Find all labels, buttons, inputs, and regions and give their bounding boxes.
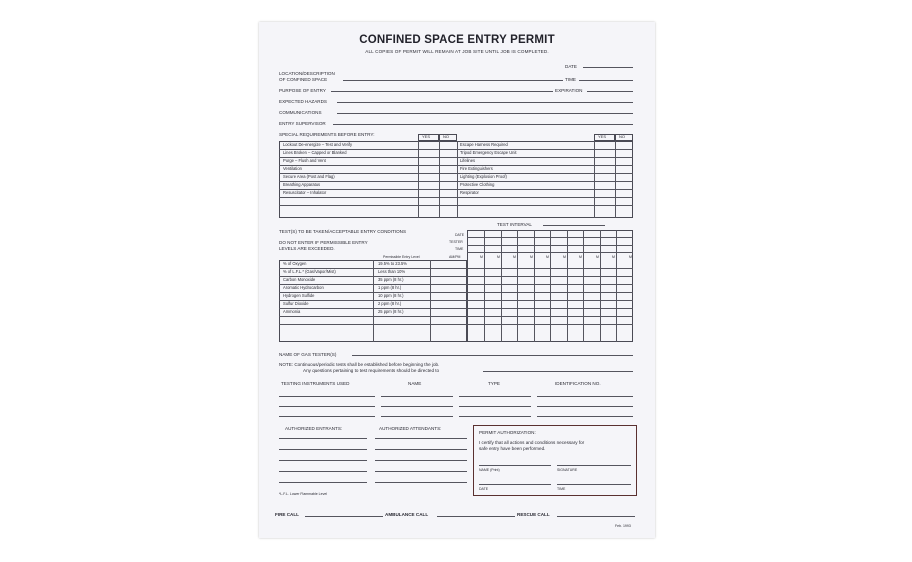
- permit-sheet: [259, 22, 655, 538]
- req-right-3: Lifelines: [460, 158, 476, 163]
- hazards-label: EXPECTED HAZARDS: [279, 99, 327, 104]
- instrument-line[interactable]: [381, 416, 453, 417]
- instrument-line[interactable]: [381, 396, 453, 397]
- entrant-line[interactable]: [279, 449, 367, 450]
- row-tester-label: TESTER: [449, 240, 463, 244]
- location-label-2: OF CONFINED SPACE: [279, 77, 328, 82]
- entrant-line[interactable]: [279, 471, 367, 472]
- attendants-label: AUTHORIZED ATTENDANTS:: [379, 426, 442, 431]
- communications-label: COMMUNICATIONS: [279, 110, 322, 115]
- directed-to-field[interactable]: [483, 371, 633, 372]
- instrument-line[interactable]: [279, 416, 375, 417]
- instrument-line[interactable]: [459, 416, 531, 417]
- entrants-label: AUTHORIZED ENTRANTS:: [285, 426, 343, 431]
- attendant-line[interactable]: [375, 438, 467, 439]
- m-marker: M: [546, 255, 549, 259]
- test-row-name: % of L.F.L.* (Gas/Vapor/Mist): [283, 269, 336, 274]
- test-interval-field[interactable]: [543, 225, 605, 226]
- m-marker: M: [612, 255, 615, 259]
- attendant-line[interactable]: [375, 471, 467, 472]
- permit-auth-heading: PERMIT AUTHORIZATION:: [479, 430, 536, 435]
- permit-time-field[interactable]: [557, 484, 631, 485]
- instruments-col1: TESTING INSTRUMENTS USED: [281, 381, 350, 386]
- permit-date-field[interactable]: [479, 484, 551, 485]
- time-label: TIME: [565, 77, 576, 82]
- test-row-level: 2 ppm (8 hr.): [378, 301, 402, 306]
- date-label: DATE: [565, 64, 577, 69]
- page-subtitle: ALL COPIES OF PERMIT WILL REMAIN AT JOB SITE UNTIL JOB IS COMPLETED.: [365, 49, 549, 54]
- row-time-label: TIME: [455, 247, 464, 251]
- note-line-1: NOTE: Continuous/periodic tests shall be established before beginning the job.: [279, 362, 440, 367]
- req-left-7: Resuscitator – Inhalator: [283, 190, 327, 195]
- test-row-level: 10 ppm (8 hr.): [378, 293, 404, 298]
- form-code: Feb. 1993: [615, 524, 631, 528]
- entrant-line[interactable]: [279, 482, 367, 483]
- requirements-heading: SPECIAL REQUIREMENTS BEFORE ENTRY:: [279, 132, 375, 137]
- date-field[interactable]: [583, 67, 633, 68]
- fire-call-label: FIRE CALL: [275, 512, 299, 517]
- req-right-4: Fire Extinguishers: [460, 166, 493, 171]
- req-left-4: Ventilation: [283, 166, 302, 171]
- rescue-call-field[interactable]: [557, 516, 635, 517]
- ambulance-call-label: AMBULANCE CALL: [385, 512, 429, 517]
- location-label-1: LOCATION/DESCRIPTION: [279, 71, 335, 76]
- instrument-line[interactable]: [459, 406, 531, 407]
- test-interval-label: TEST INTERVAL: [497, 222, 532, 227]
- footnote: *L.F.L. Lower Flammable Level: [279, 492, 328, 496]
- instrument-line[interactable]: [381, 406, 453, 407]
- req-right-5: Lighting (Explosion Proof): [460, 174, 507, 179]
- instruments-col2: NAME: [408, 381, 422, 386]
- instrument-line[interactable]: [459, 396, 531, 397]
- m-marker: M: [530, 255, 533, 259]
- attendant-line[interactable]: [375, 482, 467, 483]
- instrument-line[interactable]: [537, 416, 633, 417]
- m-marker: M: [563, 255, 566, 259]
- gas-tester-label: NAME OF GAS TESTER(S): [279, 352, 337, 357]
- instrument-line[interactable]: [537, 406, 633, 407]
- permit-auth-text-2: safe entry have been performed.: [479, 446, 546, 451]
- signature-label: SIGNATURE: [557, 468, 578, 472]
- tests-warning-1: DO NOT ENTER IF PERMISSIBLE ENTRY: [279, 240, 368, 245]
- m-marker: M: [579, 255, 582, 259]
- req-left-1: Lockout De-energize – Test and Verify: [283, 142, 353, 147]
- test-row-level: Less than 10%: [378, 269, 406, 274]
- purpose-field[interactable]: [331, 91, 553, 92]
- req-right-2: Tripod Emergency Escape Unit: [460, 150, 517, 155]
- entrant-line[interactable]: [279, 460, 367, 461]
- test-row-name: Ammonia: [283, 309, 301, 314]
- entrant-line[interactable]: [279, 438, 367, 439]
- req-left-3: Purge – Flush and Vent: [283, 158, 326, 163]
- m-marker: M: [497, 255, 500, 259]
- yes-label-right: YES: [598, 134, 607, 139]
- attendant-line[interactable]: [375, 449, 467, 450]
- signature-field[interactable]: [557, 465, 631, 466]
- hazards-field[interactable]: [337, 102, 633, 103]
- location-field[interactable]: [343, 80, 563, 81]
- supervisor-field[interactable]: [333, 124, 633, 125]
- note-line-2: Any questions pertaining to test requirements should be directed to: [303, 368, 440, 373]
- test-row-name: Hydrogen Sulfide: [283, 293, 315, 298]
- instrument-line[interactable]: [279, 406, 375, 407]
- req-right-6: Protective Clothing: [460, 182, 495, 187]
- supervisor-label: ENTRY SUPERVISOR: [279, 121, 326, 126]
- no-label-left: NO: [443, 134, 449, 139]
- communications-field[interactable]: [337, 113, 633, 114]
- level-header: Permissible Entry Level: [383, 255, 420, 259]
- expiration-label: EXPIRATION: [555, 88, 583, 93]
- req-left-6: Breathing Apparatus: [283, 182, 321, 187]
- row-date-label: DATE: [455, 233, 465, 237]
- test-row-level: 1 ppm (8 hr.): [378, 285, 402, 290]
- req-right-7: Respirator: [460, 190, 479, 195]
- test-row-level: 25 ppm (8 hr.): [378, 309, 404, 314]
- tests-heading: TEST(S) TO BE TAKEN/ACCEPTABLE ENTRY CONDITIONS: [279, 229, 407, 234]
- test-row-name: Carbon Monoxide: [283, 277, 316, 282]
- instruments-col4: IDENTIFICATION NO.: [555, 381, 601, 386]
- page-title: CONFINED SPACE ENTRY PERMIT: [359, 34, 555, 46]
- test-row-name: Sulfur Dioxide: [283, 301, 309, 306]
- instrument-line[interactable]: [537, 396, 633, 397]
- row-ampm-label: AM/PM: [449, 255, 461, 259]
- m-marker: M: [480, 255, 483, 259]
- permit-auth-text-1: I certify that all actions and conditions necessary for: [479, 440, 585, 445]
- attendant-line[interactable]: [375, 460, 467, 461]
- permit-authorization-box: [473, 425, 637, 496]
- rescue-call-label: RESCUE CALL: [517, 512, 550, 517]
- req-left-5: Secure Area (Post and Flag): [283, 174, 335, 179]
- tests-warning-2: LEVELS ARE EXCEEDED.: [279, 246, 335, 251]
- test-row-name: Aromatic Hydrocarbon: [283, 285, 324, 290]
- test-row-name: % of Oxygen: [283, 261, 307, 266]
- yes-label-left: YES: [422, 134, 431, 139]
- instrument-line[interactable]: [279, 396, 375, 397]
- instruments-col3: TYPE: [488, 381, 500, 386]
- m-marker: M: [596, 255, 599, 259]
- test-row-level: 19.5% to 23.5%: [378, 261, 407, 266]
- time-field[interactable]: [579, 80, 633, 81]
- m-marker: M: [513, 255, 516, 259]
- req-right-1: Escape Harness Required: [460, 142, 508, 147]
- fire-call-field[interactable]: [305, 516, 383, 517]
- name-print-field[interactable]: [479, 465, 551, 466]
- test-row-level: 35 ppm (8 hr.): [378, 277, 404, 282]
- purpose-label: PURPOSE OF ENTRY: [279, 88, 326, 93]
- no-label-right: NO: [619, 134, 625, 139]
- permit-date-label: DATE: [479, 487, 489, 491]
- gas-tester-field[interactable]: [352, 355, 633, 356]
- permit-time-label: TIME: [557, 487, 566, 491]
- expiration-field[interactable]: [587, 91, 633, 92]
- name-print-label: NAME (Print): [479, 468, 500, 472]
- ambulance-call-field[interactable]: [437, 516, 515, 517]
- req-left-2: Lines Broken – Capped or Blanked: [283, 150, 347, 155]
- m-marker: M: [629, 255, 632, 259]
